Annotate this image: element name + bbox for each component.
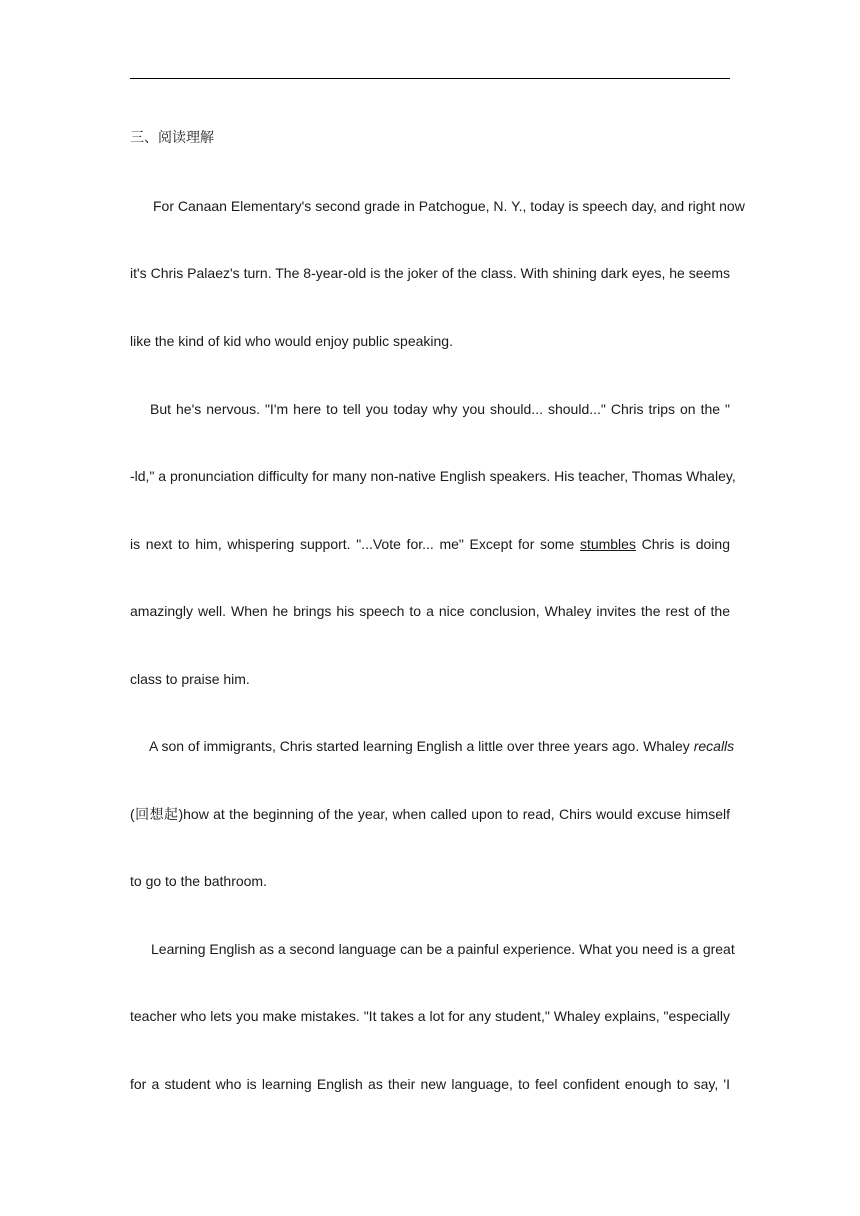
paragraph-4-line-2: teacher who lets you make mistakes. "It takes a lot for any student," Whaley explains, "especially [130, 1008, 730, 1024]
paragraph-2-line-4: amazingly well. When he brings his speech to a nice conclusion, Whaley invites the rest of the [130, 603, 730, 619]
paragraph-4-line-1: Learning English as a second language can be a painful experience. What you need is a great [151, 941, 735, 957]
paragraph-2-line-5: class to praise him. [130, 671, 250, 687]
paragraph-4-line-3: for a student who is learning English as their new language, to feel confident enough to say, 'I [130, 1076, 730, 1092]
paragraph-1-line-3: like the kind of kid who would enjoy public speaking. [130, 333, 453, 349]
paragraph-2-line-1: But he's nervous. "I'm here to tell you today why you should... should..." Chris trips on the " [150, 401, 730, 417]
italic-word-recalls: recalls [693, 738, 735, 754]
paragraph-3-line-2: (回想起)how at the beginning of the year, when called upon to read, Chirs would excuse himself [130, 806, 730, 822]
section-heading: 三、阅读理解 [130, 130, 214, 146]
paragraph-1-line-1: For Canaan Elementary's second grade in Patchogue, N. Y., today is speech day, and right now [153, 198, 745, 214]
paragraph-2-line-3-text-b: Chris is doing [635, 536, 731, 552]
header-rule [130, 78, 730, 79]
paragraph-1-line-2: it's Chris Palaez's turn. The 8-year-old is the joker of the class. With shining dark eyes, he seems [130, 265, 730, 281]
paragraph-2-line-3 [130, 534, 730, 554]
underlined-word-stumbles: stumbles [579, 536, 636, 552]
paragraph-2-line-3-text-a: is next to him, whispering support. "...Vote for... me" Except for some [130, 536, 580, 552]
paragraph-3-line-1 [130, 736, 735, 756]
paragraph-3-line-1-text: A son of immigrants, Chris started learning English a little over three years ago. Whaley [149, 738, 694, 754]
paragraph-3-line-3: to go to the bathroom. [130, 873, 267, 889]
paragraph-2-line-2: -ld," a pronunciation difficulty for many non-native English speakers. His teacher, Thomas Whaley, [130, 468, 736, 484]
